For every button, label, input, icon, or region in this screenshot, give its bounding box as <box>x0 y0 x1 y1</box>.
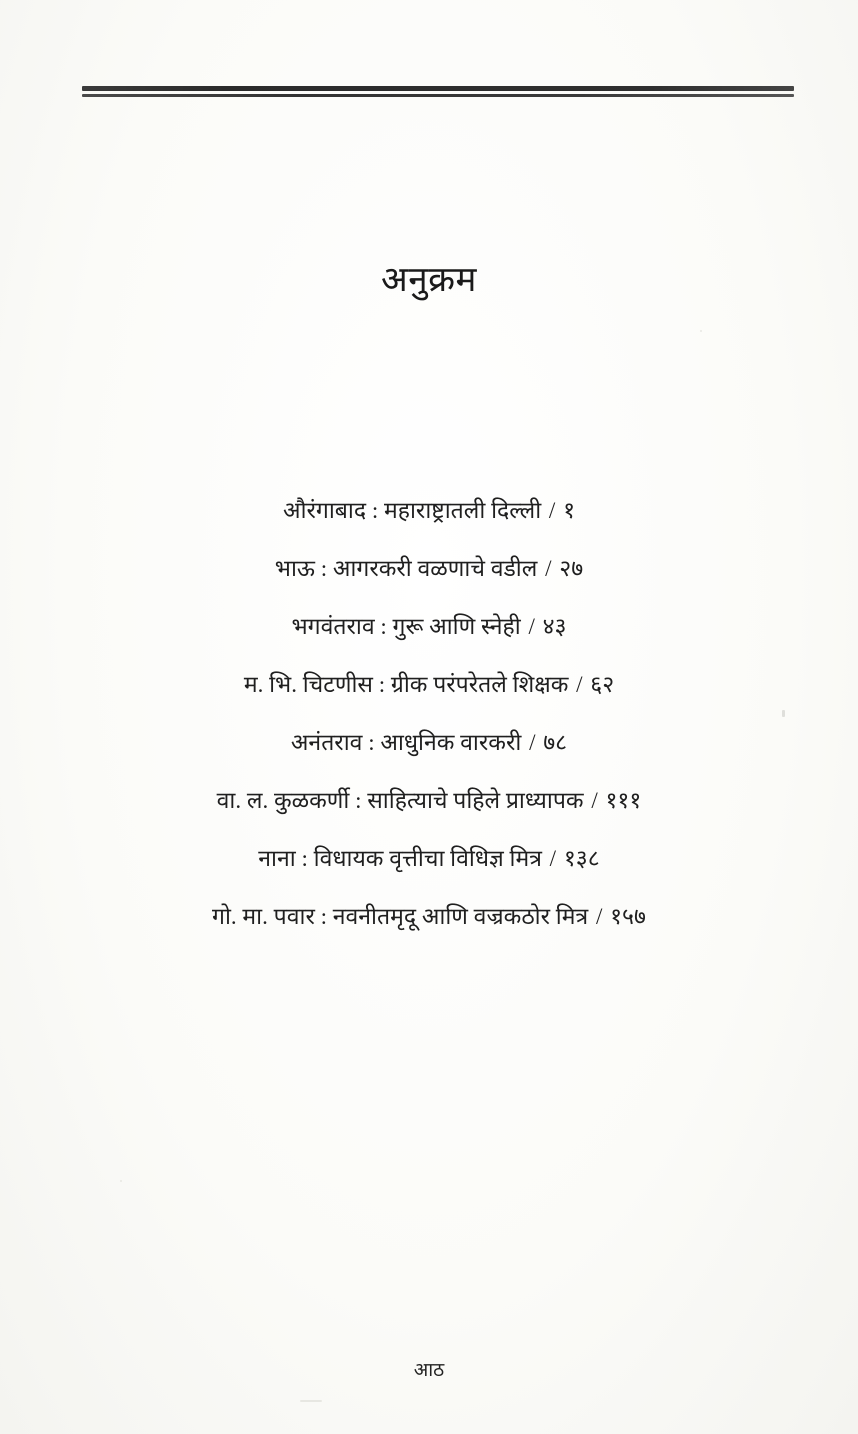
toc-entry <box>0 843 858 874</box>
toc-entry <box>0 727 858 758</box>
toc-entry-title: भगवंतराव : गुरू आणि स्नेही <box>291 614 521 640</box>
toc-entry-page: ६२ <box>590 672 615 698</box>
table-of-contents <box>0 495 858 959</box>
header-rule <box>82 86 794 97</box>
toc-entry-title: गो. मा. पवार : नवनीतमृदू आणि वज्रकठोर मित्र <box>212 904 589 930</box>
toc-entry-title: भाऊ : आगरकरी वळणाचे वडील <box>274 556 538 582</box>
rule-thin <box>82 94 794 97</box>
toc-entry-page: ४३ <box>542 614 567 640</box>
toc-separator: / <box>549 846 557 872</box>
toc-separator: / <box>548 498 556 523</box>
toc-entry <box>0 553 858 584</box>
toc-entry-page: १३८ <box>563 846 600 872</box>
toc-entry-title: औरंगाबाद : महाराष्ट्रातली दिल्ली <box>282 498 542 523</box>
toc-separator: / <box>528 614 535 640</box>
toc-entry <box>0 669 858 700</box>
toc-separator: / <box>545 556 552 582</box>
page-title: अनुक्रम <box>381 260 477 299</box>
toc-entry-page: २७ <box>559 556 584 582</box>
toc-separator: / <box>529 730 536 756</box>
scan-artifact <box>300 1400 322 1402</box>
page-folio: आठ <box>413 1360 445 1381</box>
toc-separator: / <box>576 672 583 698</box>
scan-artifact <box>700 330 702 332</box>
toc-entry-title: नाना : विधायक वृत्तीचा विधिज्ञ मित्र <box>258 846 542 872</box>
toc-entry-page: १ <box>563 498 576 523</box>
toc-separator: / <box>591 788 598 814</box>
toc-entry <box>0 785 858 816</box>
toc-entry <box>0 901 858 932</box>
toc-entry-title: वा. ल. कुळकर्णी : साहित्याचे पहिले प्राध्यापक <box>216 788 584 814</box>
toc-entry-page: १११ <box>605 788 642 814</box>
toc-entry-title: म. भि. चिटणीस : ग्रीक परंपरेतले शिक्षक <box>243 672 569 698</box>
toc-separator: / <box>595 904 603 930</box>
rule-thick <box>82 86 794 91</box>
toc-entry-title: अनंतराव : आधुनिक वारकरी <box>290 730 522 756</box>
scan-artifact <box>782 710 785 717</box>
scan-artifact <box>120 1180 122 1182</box>
toc-entry <box>0 495 858 526</box>
toc-entry-page: ७८ <box>543 730 568 756</box>
toc-entry <box>0 611 858 642</box>
toc-entry-page: १५७ <box>610 904 646 930</box>
